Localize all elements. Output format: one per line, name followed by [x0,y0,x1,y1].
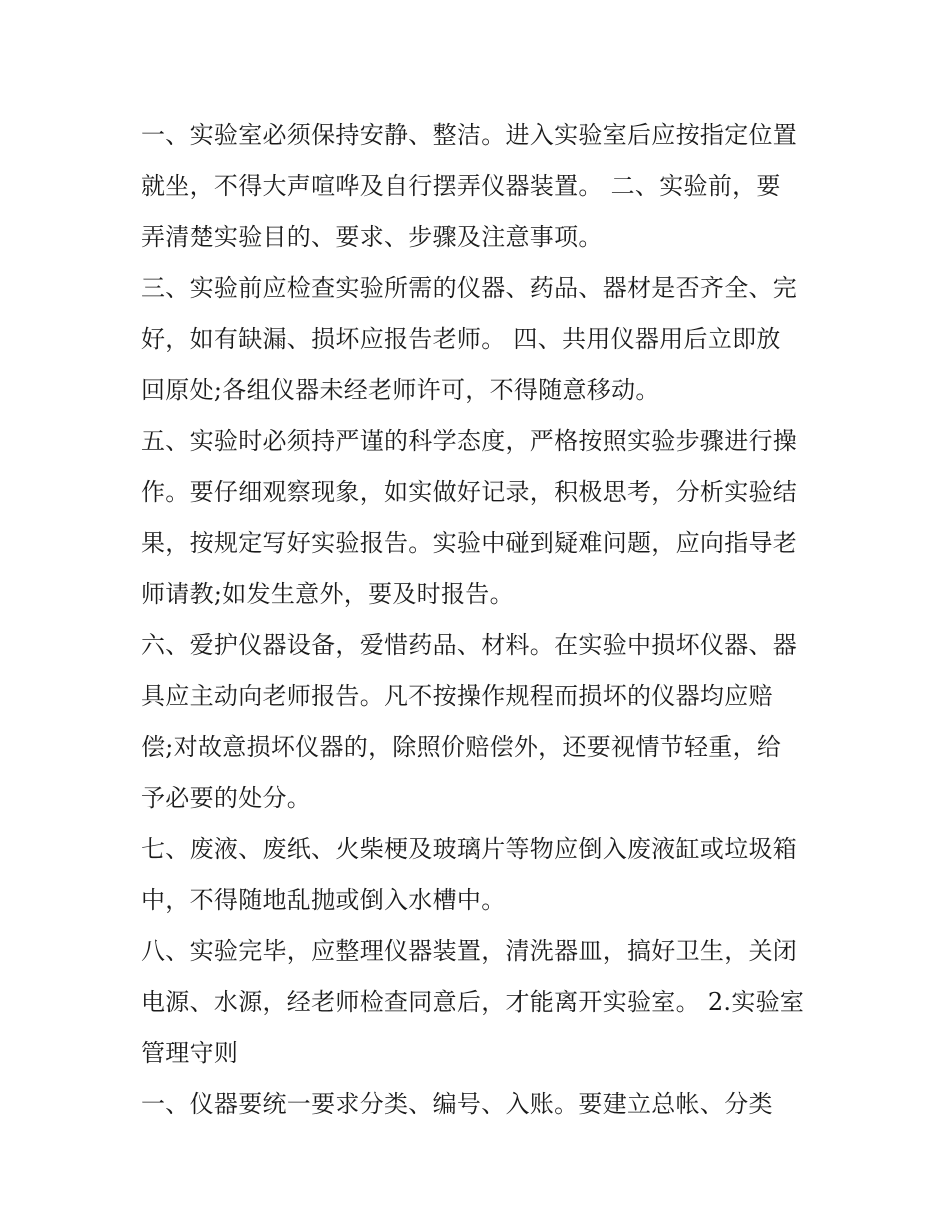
paragraph-rule-3-4 [141,263,821,416]
text-line: 具应主动向老师报告。凡不按操作规程而损坏的仪器均应赔 [141,682,773,710]
text-line: 就坐，不得大声喧哗及自行摆弄仪器装置。 二、实验前，要 [141,172,781,200]
text-line: 八、实验完毕，应整理仪器装置，清洗器皿，搞好卫生，关闭 [141,937,798,965]
text-line: 三、实验前应检查实验所需的仪器、药品、器材是否齐全、完 [141,274,798,302]
text-line: 回原处;各组仪器未经老师许可，不得随意移动。 [141,376,660,404]
text-line: 予必要的处分。 [141,784,312,812]
text-line: 中，不得随地乱抛或倒入水槽中。 [141,886,506,914]
text-line: 弄清楚实验目的、要求、步骤及注意事项。 [141,223,603,251]
text-line: 果，按规定写好实验报告。实验中碰到疑难问题，应向指导老 [141,529,798,557]
paragraph-rule-7 [141,824,821,926]
paragraph-rule-8 [141,926,821,1079]
text-line: 七、废液、废纸、火柴梗及玻璃片等物应倒入废液缸或垃圾箱 [141,835,798,863]
text-line: 一、实验室必须保持安静、整洁。进入实验室后应按指定位置 [141,121,798,149]
text-line: 五、实验时必须持严谨的科学态度，严格按照实验步骤进行操 [141,427,798,455]
text-line: 师请教;如发生意外，要及时报告。 [141,580,514,608]
paragraph-rule-6 [141,620,821,824]
text-line: 电源、水源，经老师检查同意后，才能离开实验室。 2.实验室 [141,988,805,1016]
text-line: 好，如有缺漏、损坏应报告老师。 四、共用仪器用后立即放 [141,325,781,353]
text-line: 偿;对故意损坏仪器的，除照价赔偿外，还要视情节轻重，给 [141,733,782,761]
text-line: 作。要仔细观察现象，如实做好记录，积极思考，分析实验结 [141,478,798,506]
text-line: 管理守则 [141,1039,239,1067]
paragraph-management-1 [141,1079,821,1130]
text-line: 六、爱护仪器设备，爱惜药品、材料。在实验中损坏仪器、器 [141,631,798,659]
paragraph-rule-5 [141,416,821,620]
document-body [141,110,821,1130]
paragraph-rule-1-2 [141,110,821,263]
text-line: 一、仪器要统一要求分类、编号、入账。要建立总帐、分类 [141,1090,773,1118]
